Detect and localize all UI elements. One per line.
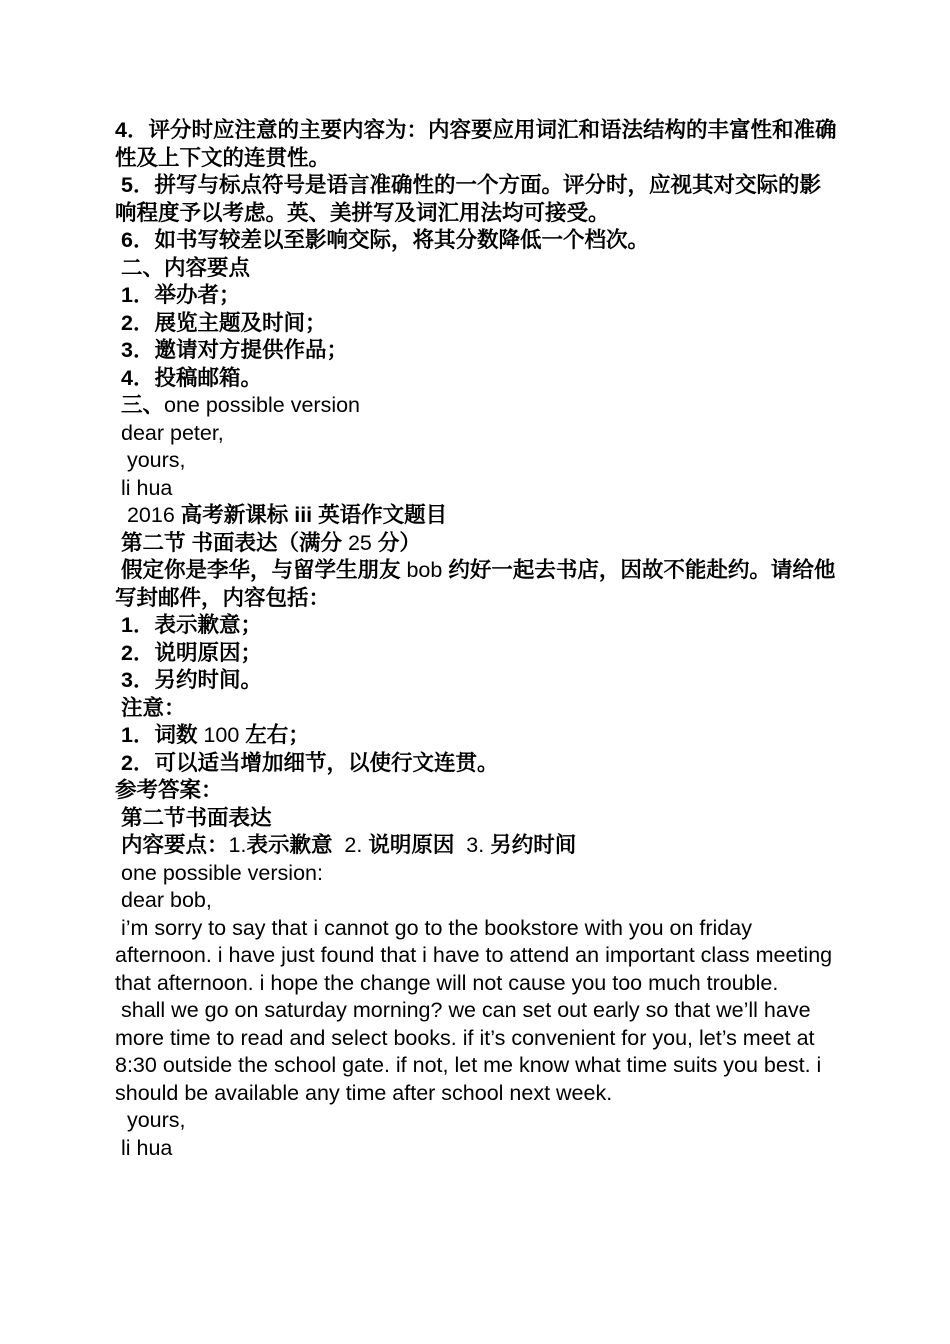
point-2-num: 2. bbox=[332, 833, 369, 857]
content-point-2: 2．展览主题及时间； bbox=[115, 310, 327, 335]
section-3-heading bbox=[115, 392, 840, 420]
point-1: 表示歉意 bbox=[246, 833, 333, 857]
prompt-part-1: 假定你是李华，与留学生朋友 bbox=[115, 558, 407, 582]
writing-heading-suffix: 分） bbox=[371, 530, 421, 555]
prompt-part-2: 约好一起去书店，因故不能赴约。请给他写封邮件，内容包括： bbox=[115, 558, 836, 610]
writing-heading-score: 25 bbox=[347, 530, 372, 555]
note-1-number: 100 bbox=[203, 723, 240, 747]
section-2-heading: 二、内容要点 bbox=[115, 255, 250, 280]
section-3-label: 三、 bbox=[115, 393, 164, 417]
letter2-closing: yours, bbox=[115, 1108, 186, 1132]
letter2-paragraph-1: i’m sorry to say that i cannot go to the bookstore with you on friday afternoon. i have just found that i have to attend an important class meeting that afternoon. i hope the change will not cause you too much trouble. bbox=[115, 915, 839, 995]
note-1 bbox=[115, 722, 840, 750]
content-point-1: 1．举办者； bbox=[115, 283, 241, 307]
answer-section: 第二节书面表达 bbox=[115, 805, 272, 830]
note-1-suffix: 左右； bbox=[239, 723, 310, 747]
prompt-name: bob bbox=[406, 558, 443, 582]
prompt-item-2: 2．说明原因； bbox=[115, 640, 262, 665]
section-3-text: one possible version bbox=[164, 393, 361, 417]
point-3-num: 3. bbox=[454, 833, 491, 857]
exam-title-year: 2016 bbox=[115, 503, 181, 527]
points-label: 内容要点： bbox=[115, 833, 229, 857]
point-2: 说明原因 bbox=[368, 833, 455, 857]
writing-heading bbox=[115, 530, 840, 558]
letter1-closing: yours, bbox=[115, 448, 186, 472]
note-label: 注意： bbox=[115, 695, 186, 720]
letter1-signature: li hua bbox=[115, 475, 173, 500]
exam-title-text: 高考新课标 iii 英语作文题目 bbox=[180, 503, 448, 527]
exam-title bbox=[115, 502, 840, 530]
letter2-signature: li hua bbox=[115, 1135, 173, 1160]
point-1-num: 1. bbox=[228, 833, 247, 857]
rule-4: 4．评分时应注意的主要内容为：内容要应用词汇和语法结构的丰富性和准确性及上下文的连贯性。 bbox=[115, 118, 837, 170]
letter2-greeting: dear bob, bbox=[115, 888, 212, 912]
document-page bbox=[115, 117, 840, 1162]
content-point-3: 3．邀请对方提供作品； bbox=[115, 338, 348, 362]
writing-prompt bbox=[115, 557, 840, 612]
letter1-greeting: dear peter, bbox=[115, 420, 224, 445]
answer-points bbox=[115, 832, 840, 860]
version-line: one possible version: bbox=[115, 860, 323, 885]
prompt-item-3: 3．另约时间。 bbox=[115, 668, 262, 692]
writing-heading-prefix: 第二节 书面表达（满分 bbox=[115, 530, 348, 555]
content-point-4: 4．投稿邮箱。 bbox=[115, 365, 262, 390]
prompt-item-1: 1．表示歉意； bbox=[115, 613, 262, 637]
note-1-prefix: 1．词数 bbox=[115, 723, 204, 747]
point-3: 另约时间 bbox=[490, 833, 577, 857]
rule-6: 6．如书写较差以至影响交际，将其分数降低一个档次。 bbox=[115, 228, 649, 252]
answer-label: 参考答案： bbox=[115, 778, 223, 802]
rule-5: 5．拼写与标点符号是语言准确性的一个方面。评分时，应视其对交际的影响程度予以考虑。英、美拼写及词汇用法均可接受。 bbox=[115, 173, 821, 225]
letter2-paragraph-2: shall we go on saturday morning? we can set out early so that we’ll have more time to read and select books. if it’s convenient for you, let’s meet at 8:30 outside the school gate. if not, let me know what time suits you best. i should be available any time after school next week. bbox=[115, 998, 828, 1105]
note-2: 2．可以适当增加细节，以使行文连贯。 bbox=[115, 750, 499, 775]
